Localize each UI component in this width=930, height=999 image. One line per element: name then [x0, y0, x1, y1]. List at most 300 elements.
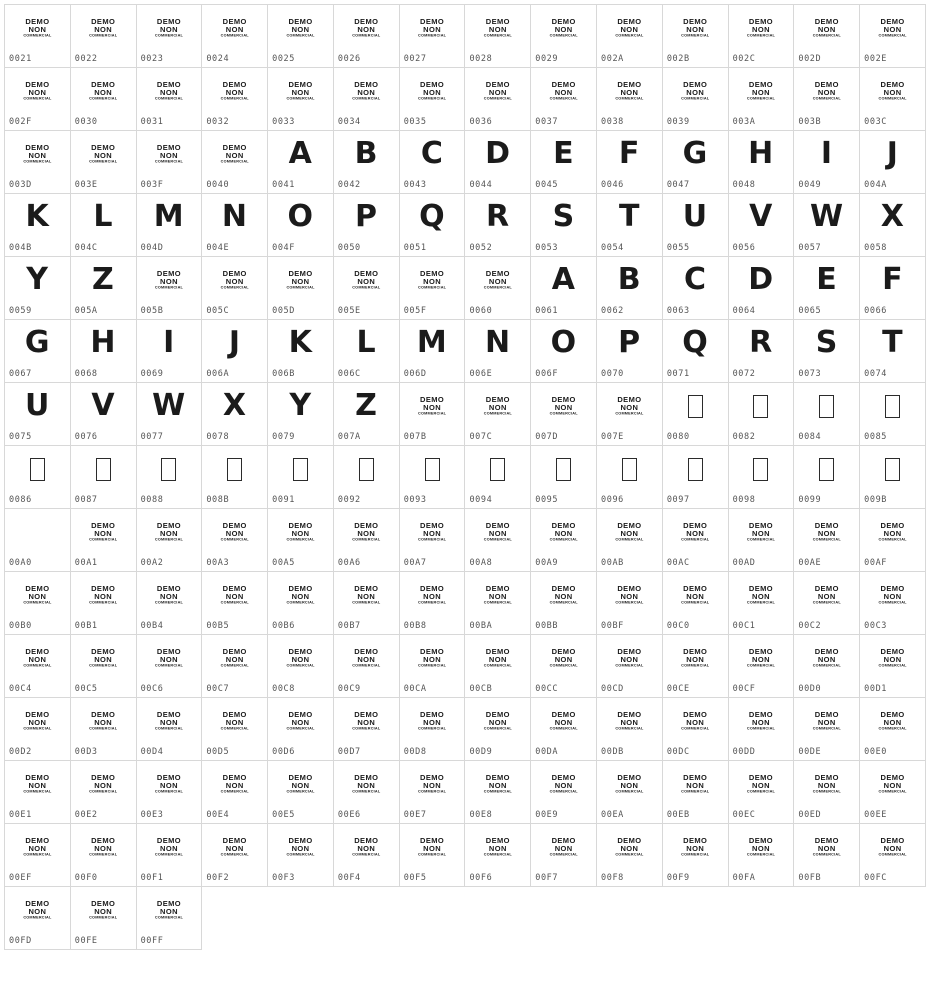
- glyph-code-label: 004D: [140, 243, 164, 253]
- glyph-cell[interactable]: [662, 68, 728, 131]
- glyph-cell[interactable]: [860, 5, 926, 68]
- glyph-code-label: 0026: [337, 54, 361, 64]
- demo-watermark-text: DEMO NON COMMERCIAL: [483, 836, 512, 857]
- glyph-code-label: 00DA: [535, 747, 559, 757]
- character-map-row: [5, 446, 926, 509]
- glyph-cell[interactable]: [5, 68, 71, 131]
- demo-watermark: [400, 5, 465, 51]
- glyph-cell[interactable]: [794, 635, 860, 698]
- glyph-code-label: 009B: [864, 495, 888, 505]
- glyph-cell[interactable]: [465, 698, 531, 761]
- glyph-character: X: [880, 199, 905, 234]
- glyph-cell[interactable]: [728, 257, 794, 320]
- glyph-cell[interactable]: [268, 572, 334, 635]
- glyph-cell[interactable]: [202, 698, 268, 761]
- glyph-cell[interactable]: [136, 383, 202, 446]
- glyph-code-label: 003C: [864, 117, 888, 127]
- glyph-cell[interactable]: [333, 320, 399, 383]
- glyph-cell[interactable]: [728, 320, 794, 383]
- glyph-cell[interactable]: [333, 698, 399, 761]
- glyph-cell[interactable]: [597, 194, 663, 257]
- glyph-cell[interactable]: [333, 194, 399, 257]
- glyph-cell[interactable]: [531, 320, 597, 383]
- glyph-cell[interactable]: [728, 194, 794, 257]
- glyph-cell[interactable]: [465, 761, 531, 824]
- missing-glyph-box-icon: [71, 446, 136, 492]
- glyph-cell[interactable]: [202, 446, 268, 509]
- demo-watermark-text: DEMO NON COMMERCIAL: [154, 899, 184, 920]
- glyph-cell[interactable]: [70, 635, 136, 698]
- glyph-code-label: 00F7: [535, 873, 559, 883]
- demo-watermark: [531, 572, 596, 618]
- glyph-cell[interactable]: [860, 257, 926, 320]
- glyph-cell[interactable]: [662, 131, 728, 194]
- glyph-character: H: [748, 136, 774, 171]
- glyph-cell[interactable]: [794, 446, 860, 509]
- glyph-cell[interactable]: [465, 635, 531, 698]
- glyph-cell[interactable]: [465, 194, 531, 257]
- demo-watermark-text: DEMO NON COMMERCIAL: [615, 584, 644, 605]
- glyph-cell[interactable]: [202, 131, 268, 194]
- glyph-cell[interactable]: [136, 698, 202, 761]
- glyph-code-label: 00D8: [403, 747, 427, 757]
- glyph-cell[interactable]: [136, 194, 202, 257]
- glyph-cell[interactable]: [333, 509, 399, 572]
- glyph-character: B: [617, 262, 642, 297]
- glyph-cell[interactable]: [465, 320, 531, 383]
- glyph-cell[interactable]: [333, 383, 399, 446]
- glyph-cell[interactable]: [333, 5, 399, 68]
- glyph-cell[interactable]: [597, 824, 663, 887]
- glyph-cell[interactable]: [70, 572, 136, 635]
- glyph-cell[interactable]: [5, 635, 71, 698]
- glyph-cell[interactable]: [662, 5, 728, 68]
- glyph-cell[interactable]: [5, 698, 71, 761]
- glyph-cell[interactable]: [333, 257, 399, 320]
- glyph-cell[interactable]: [268, 257, 334, 320]
- glyph-cell[interactable]: [268, 698, 334, 761]
- glyph-cell[interactable]: [70, 887, 136, 950]
- glyph-cell[interactable]: [70, 446, 136, 509]
- glyph-cell[interactable]: [794, 383, 860, 446]
- glyph-cell[interactable]: [794, 257, 860, 320]
- glyph-cell[interactable]: [728, 761, 794, 824]
- glyph-cell[interactable]: [794, 68, 860, 131]
- empty-cell: [399, 887, 465, 950]
- glyph-character: S: [552, 199, 575, 234]
- demo-watermark: [202, 509, 267, 555]
- glyph-cell[interactable]: [399, 635, 465, 698]
- glyph-cell[interactable]: [136, 446, 202, 509]
- glyph-character: H: [90, 325, 116, 360]
- glyph-cell[interactable]: [70, 824, 136, 887]
- glyph-cell[interactable]: [70, 320, 136, 383]
- glyph-cell[interactable]: [399, 320, 465, 383]
- glyph-cell[interactable]: [860, 698, 926, 761]
- glyph-cell[interactable]: [465, 509, 531, 572]
- glyph-cell[interactable]: [399, 383, 465, 446]
- glyph-cell[interactable]: [597, 761, 663, 824]
- glyph-cell[interactable]: [333, 68, 399, 131]
- glyph-cell[interactable]: [860, 320, 926, 383]
- glyph-cell[interactable]: [531, 257, 597, 320]
- glyph-code-label: 004F: [272, 243, 295, 253]
- glyph-cell[interactable]: [399, 761, 465, 824]
- glyph-cell[interactable]: [399, 698, 465, 761]
- glyph-cell[interactable]: [136, 68, 202, 131]
- glyph-cell[interactable]: [136, 761, 202, 824]
- glyph-cell[interactable]: [794, 320, 860, 383]
- character-map-row: [5, 131, 926, 194]
- glyph-cell[interactable]: [5, 320, 71, 383]
- glyph-cell[interactable]: [860, 131, 926, 194]
- demo-watermark: [860, 761, 925, 807]
- demo-watermark-text: DEMO NON COMMERCIAL: [23, 17, 52, 38]
- glyph-character: J: [886, 136, 899, 171]
- glyph-preview: [334, 194, 399, 240]
- empty-cell: [202, 887, 268, 950]
- glyph-cell[interactable]: [268, 824, 334, 887]
- glyph-cell[interactable]: [465, 383, 531, 446]
- glyph-cell[interactable]: [531, 509, 597, 572]
- glyph-cell[interactable]: [5, 5, 71, 68]
- glyph-cell[interactable]: [5, 761, 71, 824]
- demo-watermark: [202, 257, 267, 303]
- glyph-cell[interactable]: [597, 572, 663, 635]
- demo-watermark-text: DEMO NON COMMERCIAL: [615, 521, 644, 542]
- demo-watermark: [663, 509, 728, 555]
- glyph-cell[interactable]: [5, 824, 71, 887]
- glyph-cell[interactable]: [70, 5, 136, 68]
- glyph-code-label: 0041: [272, 180, 295, 190]
- glyph-cell[interactable]: [465, 572, 531, 635]
- demo-watermark: [334, 257, 399, 303]
- glyph-cell[interactable]: [728, 635, 794, 698]
- glyph-cell[interactable]: [597, 446, 663, 509]
- glyph-cell[interactable]: [70, 194, 136, 257]
- glyph-cell[interactable]: [5, 446, 71, 509]
- glyph-cell[interactable]: [465, 446, 531, 509]
- glyph-cell[interactable]: [136, 5, 202, 68]
- glyph-cell[interactable]: [597, 131, 663, 194]
- glyph-cell[interactable]: [597, 509, 663, 572]
- glyph-cell[interactable]: [860, 446, 926, 509]
- glyph-cell[interactable]: [399, 572, 465, 635]
- glyph-cell[interactable]: [70, 257, 136, 320]
- glyph-preview: [465, 131, 530, 177]
- glyph-cell[interactable]: [268, 131, 334, 194]
- glyph-cell[interactable]: [136, 320, 202, 383]
- glyph-cell[interactable]: [333, 131, 399, 194]
- glyph-cell[interactable]: [268, 446, 334, 509]
- glyph-code-label: 00AE: [798, 558, 822, 568]
- demo-watermark: [5, 824, 70, 870]
- demo-watermark: [5, 131, 70, 177]
- glyph-cell[interactable]: [728, 824, 794, 887]
- glyph-cell[interactable]: [597, 5, 663, 68]
- notdef-box-icon: [688, 395, 703, 418]
- glyph-cell[interactable]: [268, 194, 334, 257]
- glyph-cell[interactable]: [202, 5, 268, 68]
- glyph-cell[interactable]: [70, 761, 136, 824]
- glyph-preview: [400, 194, 465, 240]
- glyph-cell[interactable]: [333, 824, 399, 887]
- glyph-cell[interactable]: [465, 5, 531, 68]
- glyph-code-label: 0039: [666, 117, 690, 127]
- glyph-cell[interactable]: [465, 257, 531, 320]
- glyph-cell[interactable]: [136, 635, 202, 698]
- glyph-cell[interactable]: [662, 383, 728, 446]
- missing-glyph-box-icon: [400, 446, 465, 492]
- glyph-cell[interactable]: [333, 761, 399, 824]
- demo-watermark-text: DEMO NON COMMERCIAL: [549, 17, 578, 38]
- glyph-cell[interactable]: [5, 572, 71, 635]
- glyph-cell[interactable]: [531, 635, 597, 698]
- demo-watermark: [729, 572, 794, 618]
- glyph-cell[interactable]: [5, 509, 71, 572]
- empty-cell: [268, 887, 334, 950]
- glyph-preview: [465, 194, 530, 240]
- demo-watermark: [860, 824, 925, 870]
- glyph-cell[interactable]: [202, 635, 268, 698]
- glyph-cell[interactable]: [399, 5, 465, 68]
- glyph-cell[interactable]: [268, 635, 334, 698]
- glyph-cell[interactable]: [268, 509, 334, 572]
- glyph-code-label: 00D0: [798, 684, 822, 694]
- glyph-cell[interactable]: [5, 383, 71, 446]
- glyph-cell[interactable]: [399, 509, 465, 572]
- demo-watermark: [137, 131, 202, 177]
- glyph-cell[interactable]: [860, 824, 926, 887]
- glyph-cell[interactable]: [662, 761, 728, 824]
- glyph-cell[interactable]: [860, 509, 926, 572]
- glyph-cell[interactable]: [531, 761, 597, 824]
- glyph-cell[interactable]: [70, 383, 136, 446]
- glyph-cell[interactable]: [465, 824, 531, 887]
- glyph-code-label: 00F6: [469, 873, 493, 883]
- glyph-cell[interactable]: [662, 446, 728, 509]
- glyph-code-label: 00B5: [206, 621, 230, 631]
- glyph-preview: [137, 320, 202, 366]
- glyph-code-label: 0045: [535, 180, 559, 190]
- glyph-cell[interactable]: [70, 509, 136, 572]
- glyph-code-label: 0033: [272, 117, 295, 127]
- notdef-box-icon: [688, 458, 703, 481]
- empty-cell: [662, 887, 728, 950]
- glyph-cell[interactable]: [70, 68, 136, 131]
- glyph-code-label: 005D: [272, 306, 295, 316]
- demo-watermark-text: DEMO NON COMMERCIAL: [812, 521, 841, 542]
- glyph-cell[interactable]: [465, 68, 531, 131]
- glyph-cell[interactable]: [202, 572, 268, 635]
- glyph-cell[interactable]: [202, 383, 268, 446]
- glyph-cell[interactable]: [794, 698, 860, 761]
- demo-watermark: [597, 383, 662, 429]
- demo-watermark-text: DEMO NON COMMERCIAL: [878, 521, 907, 542]
- glyph-cell[interactable]: [531, 68, 597, 131]
- glyph-code-label: 00AB: [601, 558, 624, 568]
- glyph-cell[interactable]: [268, 5, 334, 68]
- glyph-cell[interactable]: [728, 131, 794, 194]
- glyph-cell[interactable]: [662, 194, 728, 257]
- demo-watermark-text: DEMO NON COMMERCIAL: [878, 836, 907, 857]
- glyph-cell[interactable]: [662, 320, 728, 383]
- glyph-cell[interactable]: [794, 572, 860, 635]
- glyph-preview: [71, 194, 136, 240]
- glyph-cell[interactable]: [531, 824, 597, 887]
- glyph-code-label: 00BB: [535, 621, 559, 631]
- glyph-cell[interactable]: [399, 194, 465, 257]
- glyph-cell[interactable]: [662, 824, 728, 887]
- glyph-cell[interactable]: [70, 698, 136, 761]
- glyph-cell[interactable]: [597, 68, 663, 131]
- demo-watermark-text: DEMO NON COMMERCIAL: [812, 584, 841, 605]
- missing-glyph-box-icon: [465, 446, 530, 492]
- demo-watermark: [597, 635, 662, 681]
- glyph-cell[interactable]: [531, 131, 597, 194]
- glyph-cell[interactable]: [136, 887, 202, 950]
- glyph-cell[interactable]: [860, 761, 926, 824]
- glyph-cell[interactable]: [202, 761, 268, 824]
- glyph-cell[interactable]: [860, 68, 926, 131]
- glyph-cell[interactable]: [399, 257, 465, 320]
- glyph-cell[interactable]: [136, 509, 202, 572]
- glyph-cell[interactable]: [531, 5, 597, 68]
- glyph-cell[interactable]: [728, 509, 794, 572]
- glyph-cell[interactable]: [70, 131, 136, 194]
- glyph-code-label: 00B4: [140, 621, 164, 631]
- glyph-cell[interactable]: [202, 320, 268, 383]
- glyph-cell[interactable]: [662, 635, 728, 698]
- glyph-cell[interactable]: [728, 446, 794, 509]
- glyph-cell[interactable]: [860, 635, 926, 698]
- glyph-cell[interactable]: [597, 383, 663, 446]
- notdef-box-icon: [293, 458, 308, 481]
- glyph-character: K: [25, 199, 50, 234]
- glyph-cell[interactable]: [268, 761, 334, 824]
- glyph-cell[interactable]: [597, 320, 663, 383]
- glyph-code-label: 00C4: [9, 684, 32, 694]
- glyph-code-label: 00A0: [9, 558, 32, 568]
- glyph-cell[interactable]: [597, 635, 663, 698]
- demo-watermark: [729, 5, 794, 51]
- glyph-cell[interactable]: [531, 383, 597, 446]
- demo-watermark-text: DEMO NON COMMERCIAL: [23, 143, 52, 164]
- glyph-cell[interactable]: [794, 5, 860, 68]
- glyph-cell[interactable]: [399, 68, 465, 131]
- glyph-cell[interactable]: [794, 194, 860, 257]
- glyph-cell[interactable]: [728, 383, 794, 446]
- glyph-code-label: 00D9: [469, 747, 493, 757]
- glyph-cell[interactable]: [202, 257, 268, 320]
- demo-watermark-text: DEMO NON COMMERCIAL: [483, 584, 512, 605]
- glyph-code-label: 0099: [798, 495, 822, 505]
- glyph-cell[interactable]: [794, 509, 860, 572]
- character-map-row: [5, 194, 926, 257]
- glyph-cell[interactable]: [399, 446, 465, 509]
- glyph-cell[interactable]: [728, 572, 794, 635]
- demo-watermark-text: DEMO NON COMMERCIAL: [286, 584, 315, 605]
- glyph-code-label: 007B: [403, 432, 427, 442]
- glyph-cell[interactable]: [333, 635, 399, 698]
- glyph-cell[interactable]: [5, 194, 71, 257]
- glyph-cell[interactable]: [860, 572, 926, 635]
- glyph-cell[interactable]: [597, 257, 663, 320]
- glyph-cell[interactable]: [333, 446, 399, 509]
- glyph-cell[interactable]: [136, 824, 202, 887]
- glyph-code-label: 003E: [74, 180, 98, 190]
- demo-watermark: [137, 824, 202, 870]
- glyph-cell[interactable]: [597, 698, 663, 761]
- glyph-cell[interactable]: [5, 257, 71, 320]
- glyph-cell[interactable]: [794, 131, 860, 194]
- glyph-code-label: 0053: [535, 243, 559, 253]
- demo-watermark: [531, 635, 596, 681]
- glyph-code-label: 0088: [140, 495, 164, 505]
- glyph-cell[interactable]: [662, 509, 728, 572]
- demo-watermark-text: DEMO NON COMMERCIAL: [89, 899, 118, 920]
- glyph-cell[interactable]: [202, 194, 268, 257]
- glyph-cell[interactable]: [268, 68, 334, 131]
- glyph-cell[interactable]: [662, 257, 728, 320]
- demo-watermark-text: DEMO NON COMMERCIAL: [154, 269, 184, 290]
- glyph-cell[interactable]: [136, 257, 202, 320]
- glyph-code-label: 0060: [469, 306, 493, 316]
- demo-watermark: [663, 635, 728, 681]
- glyph-cell[interactable]: [531, 446, 597, 509]
- glyph-cell[interactable]: [268, 383, 334, 446]
- glyph-preview: [268, 131, 333, 177]
- glyph-cell[interactable]: [136, 131, 202, 194]
- glyph-cell[interactable]: [531, 194, 597, 257]
- glyph-cell[interactable]: [5, 131, 71, 194]
- glyph-cell[interactable]: [268, 320, 334, 383]
- glyph-cell[interactable]: [662, 572, 728, 635]
- demo-watermark: [5, 68, 70, 114]
- glyph-code-label: 00D5: [206, 747, 230, 757]
- glyph-cell[interactable]: [531, 698, 597, 761]
- glyph-cell[interactable]: [202, 509, 268, 572]
- glyph-code-label: 007D: [535, 432, 559, 442]
- glyph-cell[interactable]: [794, 761, 860, 824]
- missing-glyph-box-icon: [5, 446, 70, 492]
- glyph-code-label: 006B: [272, 369, 295, 379]
- glyph-character: D: [748, 262, 774, 297]
- glyph-cell[interactable]: [5, 887, 71, 950]
- glyph-cell[interactable]: [728, 5, 794, 68]
- glyph-cell[interactable]: [794, 824, 860, 887]
- glyph-cell[interactable]: [136, 572, 202, 635]
- glyph-cell[interactable]: [202, 68, 268, 131]
- demo-watermark: [268, 824, 333, 870]
- glyph-code-label: 00EC: [732, 810, 756, 820]
- demo-watermark-text: DEMO NON COMMERCIAL: [812, 773, 841, 794]
- glyph-cell[interactable]: [728, 698, 794, 761]
- glyph-cell[interactable]: [662, 698, 728, 761]
- glyph-cell[interactable]: [728, 68, 794, 131]
- glyph-cell[interactable]: [399, 824, 465, 887]
- glyph-cell[interactable]: [333, 572, 399, 635]
- glyph-code-label: 0085: [864, 432, 888, 442]
- glyph-cell[interactable]: [202, 824, 268, 887]
- notdef-box-icon: [885, 458, 900, 481]
- demo-watermark: [71, 887, 136, 933]
- glyph-cell[interactable]: [860, 194, 926, 257]
- glyph-cell[interactable]: [465, 131, 531, 194]
- glyph-cell[interactable]: [860, 383, 926, 446]
- glyph-cell[interactable]: [399, 131, 465, 194]
- glyph-cell[interactable]: [531, 572, 597, 635]
